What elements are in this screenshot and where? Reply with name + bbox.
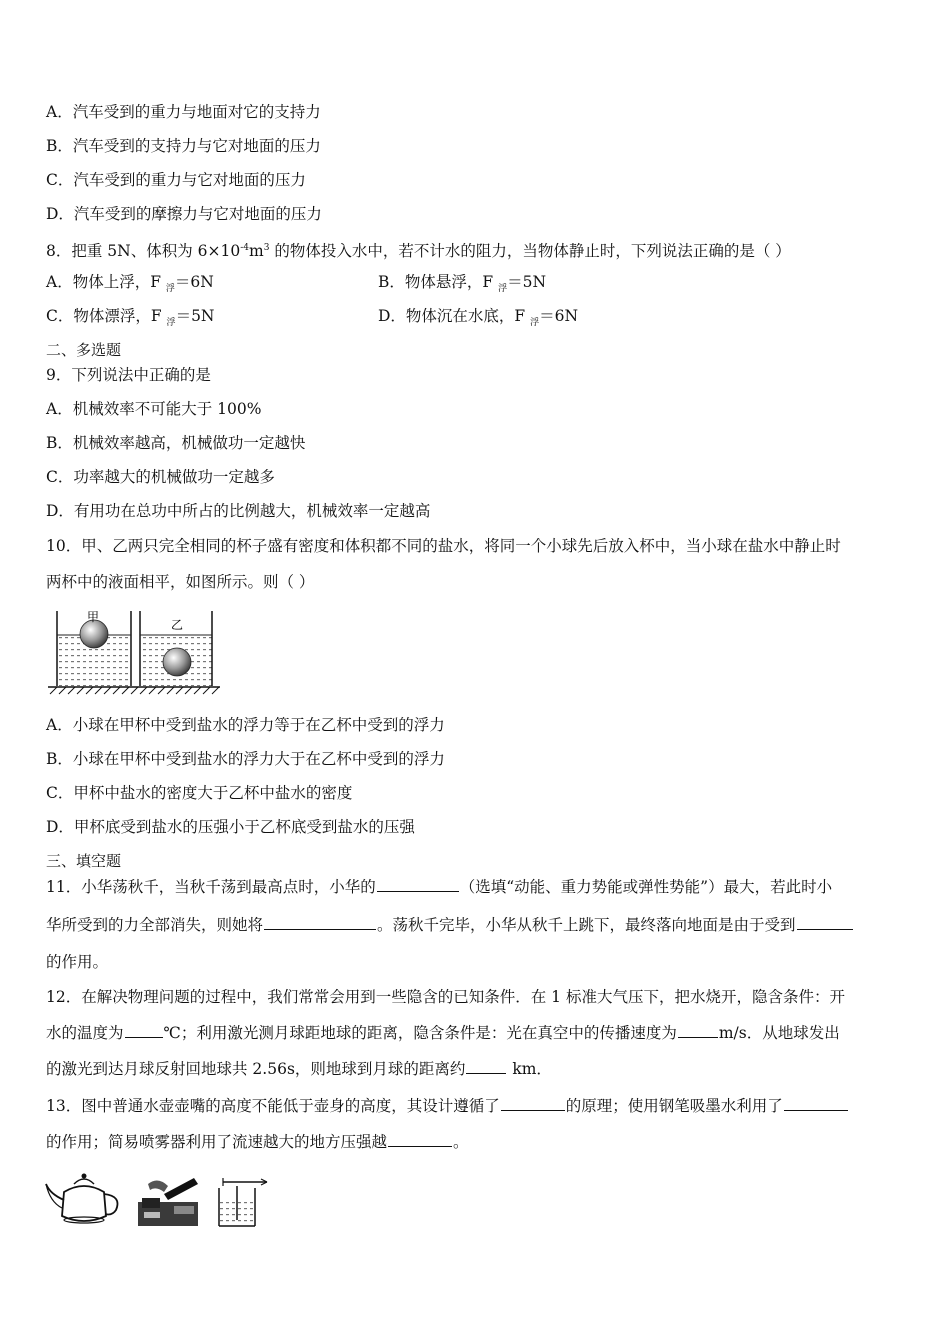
q13-blank-1[interactable] bbox=[501, 1096, 565, 1111]
q7-option-a: A．汽车受到的重力与地面对它的支持力 bbox=[46, 103, 321, 121]
two-cups-figure bbox=[46, 605, 222, 695]
cup-jia bbox=[57, 610, 131, 686]
ground-hatching bbox=[50, 687, 219, 694]
q12-line1: 12．在解决物理问题的过程中，我们常常会用到一些隐含的已知条件．在 1 标准大气压下，把水烧开，隐含条件：开 bbox=[46, 988, 845, 1006]
q11-blank-2[interactable] bbox=[264, 915, 376, 930]
q10-stem-line2: 两杯中的液面相平，如图所示。则（ ） bbox=[46, 573, 315, 591]
q11-line3: 的作用。 bbox=[46, 953, 109, 971]
q11-line1: 11．小华荡秋千，当秋千荡到最高点时，小华的 （选填“动能、重力势能或弹性势能”）最大，若此时小 bbox=[46, 878, 833, 896]
q12-blank-3[interactable] bbox=[466, 1059, 506, 1074]
q8-option-d: D．物体沉在水底，F $_浮$＝6N bbox=[378, 307, 579, 329]
q7-option-d: D．汽车受到的摩擦力与它对地面的压力 bbox=[46, 205, 322, 223]
q10-option-a: A．小球在甲杯中受到盐水的浮力等于在乙杯中受到的浮力 bbox=[46, 716, 445, 734]
fountain-pen-figure bbox=[134, 1172, 204, 1228]
q10-option-b: B．小球在甲杯中受到盐水的浮力大于在乙杯中受到的浮力 bbox=[46, 750, 445, 768]
q12-blank-2[interactable] bbox=[678, 1023, 718, 1038]
q11-line2: 华所受到的力全部消失，则她将 。荡秋千完毕，小华从秋千上跳下，最终落向地面是由于受到 bbox=[46, 915, 854, 935]
q7-option-b: B．汽车受到的支持力与它对地面的压力 bbox=[46, 137, 321, 155]
q8-stem: 8．把重 5N、体积为 $6\times 10^{-4}m^3$ 的物体投入水中，若不计水的阻力，当物体静止时，下列说法正确的是（ ） bbox=[46, 242, 791, 261]
q8-option-c: C．物体漂浮，F $_浮$＝5N bbox=[46, 307, 215, 329]
q12-line3: 的激光到达月球反射回地球共 2.56s，则地球到月球的距离约 km． bbox=[46, 1060, 552, 1078]
q9-option-c: C．功率越大的机械做功一定越多 bbox=[46, 468, 275, 486]
q13-line1: 13．图中普通水壶壶嘴的高度不能低于壶身的高度，其设计遵循了 的原理；使用钢笔吸墨水利用了 bbox=[46, 1096, 849, 1116]
q9-option-b: B．机械效率越高，机械做功一定越快 bbox=[46, 434, 306, 452]
q13-blank-3[interactable] bbox=[388, 1132, 452, 1147]
q8-option-b: B．物体悬浮，F $_浮$＝5N bbox=[378, 273, 547, 295]
ball-in-cup-jia bbox=[80, 620, 108, 648]
q10-stem-line1: 10．甲、乙两只完全相同的杯子盛有密度和体积都不同的盐水，将同一个小球先后放入杯中，当小球在盐水中静止时 bbox=[46, 537, 841, 555]
q10-option-d: D．甲杯底受到盐水的压强小于乙杯底受到盐水的压强 bbox=[46, 818, 415, 836]
section-heading-multi-choice: 二、多选题 bbox=[46, 341, 122, 359]
q11-blank-3[interactable] bbox=[797, 915, 853, 930]
teapot-figure bbox=[44, 1170, 126, 1230]
q12-line2: 水的温度为 ℃；利用激光测月球距地球的距离，隐含条件是：光在真空中的传播速度为 m/s．从地球发出 bbox=[46, 1024, 840, 1042]
section-heading-fill-in: 三、填空题 bbox=[46, 852, 122, 870]
sprayer-figure bbox=[213, 1176, 271, 1230]
q13-blank-2[interactable] bbox=[784, 1096, 848, 1111]
q10-option-c: C．甲杯中盐水的密度大于乙杯中盐水的密度 bbox=[46, 784, 353, 802]
cup-yi-label: 乙 bbox=[171, 618, 184, 632]
q8-option-a: A．物体上浮，F $_浮$＝6N bbox=[46, 273, 214, 295]
cup-yi bbox=[140, 611, 212, 686]
q9-option-a: A．机械效率不可能大于 100% bbox=[46, 400, 262, 418]
cup-jia-label: 甲 bbox=[87, 610, 100, 624]
q11-blank-1[interactable] bbox=[377, 877, 459, 892]
q13-line2: 的作用；简易喷雾器利用了流速越大的地方压强越 。 bbox=[46, 1133, 469, 1151]
q9-stem: 9．下列说法中正确的是 bbox=[46, 366, 211, 384]
q9-option-d: D．有用功在总功中所占的比例越大，机械效率一定越高 bbox=[46, 502, 431, 520]
q12-blank-1[interactable] bbox=[125, 1023, 163, 1038]
q7-option-c: C．汽车受到的重力与它对地面的压力 bbox=[46, 171, 306, 189]
ball-in-cup-yi bbox=[163, 648, 191, 676]
